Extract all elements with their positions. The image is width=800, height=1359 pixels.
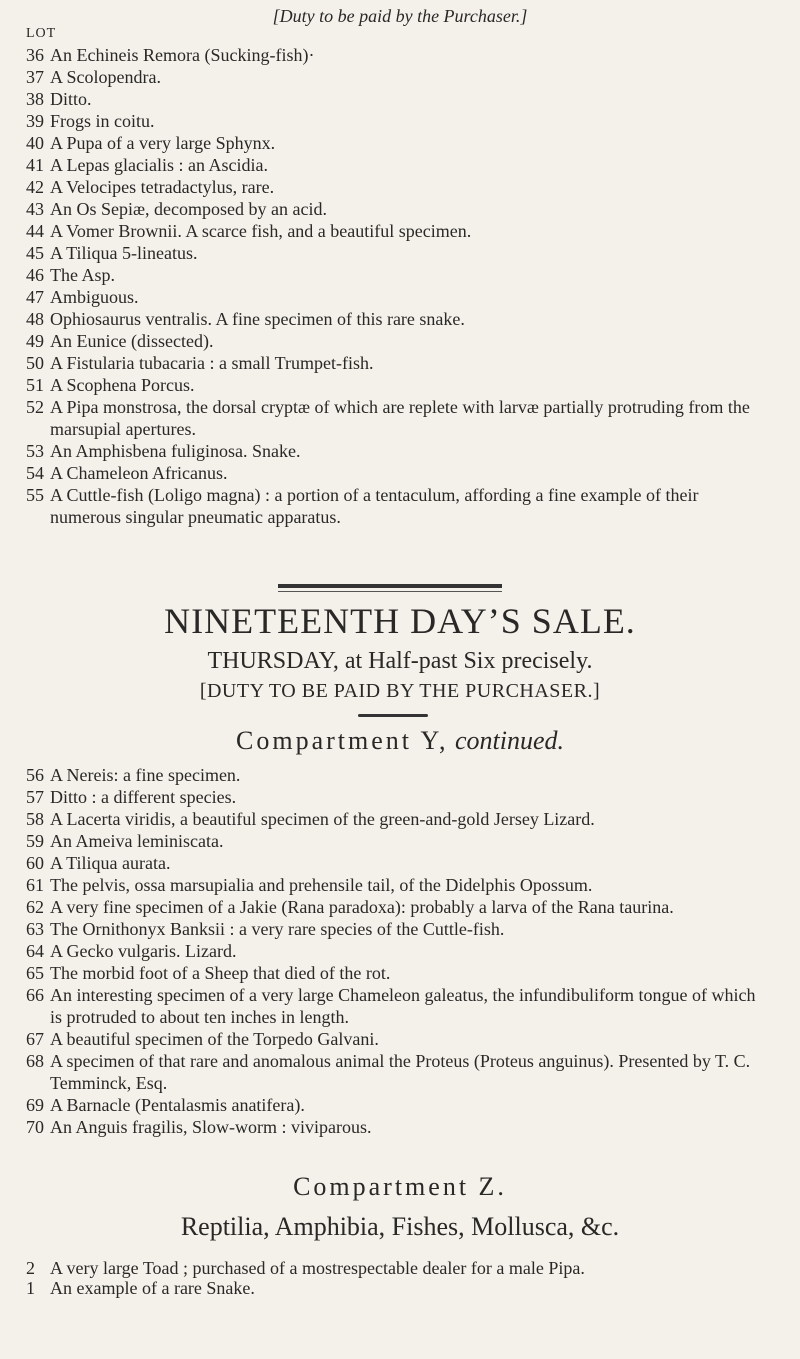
list-item: 70 An Anguis fragilis, Slow-worm : viviparous. (26, 1117, 372, 1137)
list-item: 53 An Amphisbena fuliginosa. Snake. (26, 441, 301, 461)
sale-title: NINETEENTH DAY’S SALE. (164, 601, 636, 641)
lot-list-compartment-z (26, 1258, 786, 1298)
list-item: 42 A Velocipes tetradactylus, rare. (26, 177, 275, 197)
sale-subtitle: THURSDAY, at Half-past Six precisely. (207, 648, 593, 674)
running-head: [Duty to be paid by the Purchaser.] (272, 6, 528, 26)
list-item: 46 The Asp. (26, 265, 115, 285)
list-item: 57 Ditto : a different species. (26, 787, 237, 807)
duty-notice: [DUTY TO BE PAID BY THE PURCHASER.] (199, 680, 601, 702)
list-item: 62 A very fine specimen of a Jakie (Rana paradoxa): probably a larva of the Rana taurina. (26, 897, 674, 917)
list-item: 50 A Fistularia tubacaria : a small Trumpet-fish. (26, 353, 374, 373)
lot-column-label: LOT (26, 26, 57, 41)
section-rule-thin (278, 591, 502, 592)
list-item: 54 A Chameleon Africanus. (26, 463, 228, 483)
list-item: 43 An Os Sepiæ, decomposed by an acid. (26, 199, 327, 219)
list-item: 56 A Nereis: a fine specimen. (26, 765, 241, 785)
list-item: 1 An example of a rare Snake. (26, 1278, 255, 1298)
list-item: 63 The Ornithonyx Banksii : a very rare species of the Cuttle-fish. (26, 919, 505, 939)
list-item: 69 A Barnacle (Pentalasmis anatifera). (26, 1095, 305, 1115)
list-item: 2 A very large Toad ; purchased of a mostrespectable dealer for a male Pipa. (26, 1258, 585, 1278)
ornament-divider (358, 714, 428, 717)
list-item: 40 A Pupa of a very large Sphynx. (26, 133, 276, 153)
section-rule-thick (278, 584, 502, 588)
list-item: 59 An Ameiva leminiscata. (26, 831, 224, 851)
list-item: 58 A Lacerta viridis, a beautiful specimen of the green-and-gold Jersey Lizard. (26, 809, 595, 829)
list-item: 49 An Eunice (dissected). (26, 331, 214, 351)
list-item: 67 A beautiful specimen of the Torpedo Galvani. (26, 1029, 379, 1049)
list-item: 64 A Gecko vulgaris. Lizard. (26, 941, 237, 961)
list-item: 65 The morbid foot of a Sheep that died of the rot. (26, 963, 391, 983)
list-item: 36 An Echineis Remora (Sucking-fish)· (26, 45, 315, 65)
list-item: 47 Ambiguous. (26, 287, 139, 307)
list-item: 52 A Pipa monstrosa, the dorsal cryptæ of which are replete with larvæ partially protruding from the marsupial apertures. (26, 397, 750, 439)
compartment-z-heading: Compartment Z. (293, 1172, 507, 1201)
list-item: 45 A Tiliqua 5-lineatus. (26, 243, 198, 263)
list-item: 38 Ditto. (26, 89, 92, 109)
list-item: 55 A Cuttle-fish (Loligo magna) : a portion of a tentaculum, affording a fine example of their numerous singular pneumatic apparatus. (26, 485, 699, 527)
list-item: 68 A specimen of that rare and anomalous animal the Proteus (Proteus anguinus). Presented by T. C. Temminck, Esq. (26, 1051, 751, 1093)
category-line: Reptilia, Amphibia, Fishes, Mollusca, &c. (180, 1212, 620, 1241)
list-item: 37 A Scolopendra. (26, 67, 161, 87)
list-item: 39 Frogs in coitu. (26, 111, 155, 131)
list-item: 51 A Scophena Porcus. (26, 375, 195, 395)
list-item: 66 An interesting specimen of a very large Chameleon galeatus, the infundibuliform tongue of which is protruded to about ten inches in length. (26, 985, 756, 1027)
lot-list-compartment-y (26, 764, 766, 1138)
list-item: 60 A Tiliqua aurata. (26, 853, 171, 873)
list-item: 41 A Lepas glacialis : an Ascidia. (26, 155, 268, 175)
compartment-y-heading: Compartment Y, continued. (236, 726, 564, 755)
list-item: 44 A Vomer Brownii. A scarce fish, and a beautiful specimen. (26, 221, 472, 241)
list-item: 61 The pelvis, ossa marsupialia and prehensile tail, of the Didelphis Opossum. (26, 875, 593, 895)
list-item: 48 Ophiosaurus ventralis. A fine specimen of this rare snake. (26, 309, 465, 329)
lot-list-top (26, 44, 766, 528)
